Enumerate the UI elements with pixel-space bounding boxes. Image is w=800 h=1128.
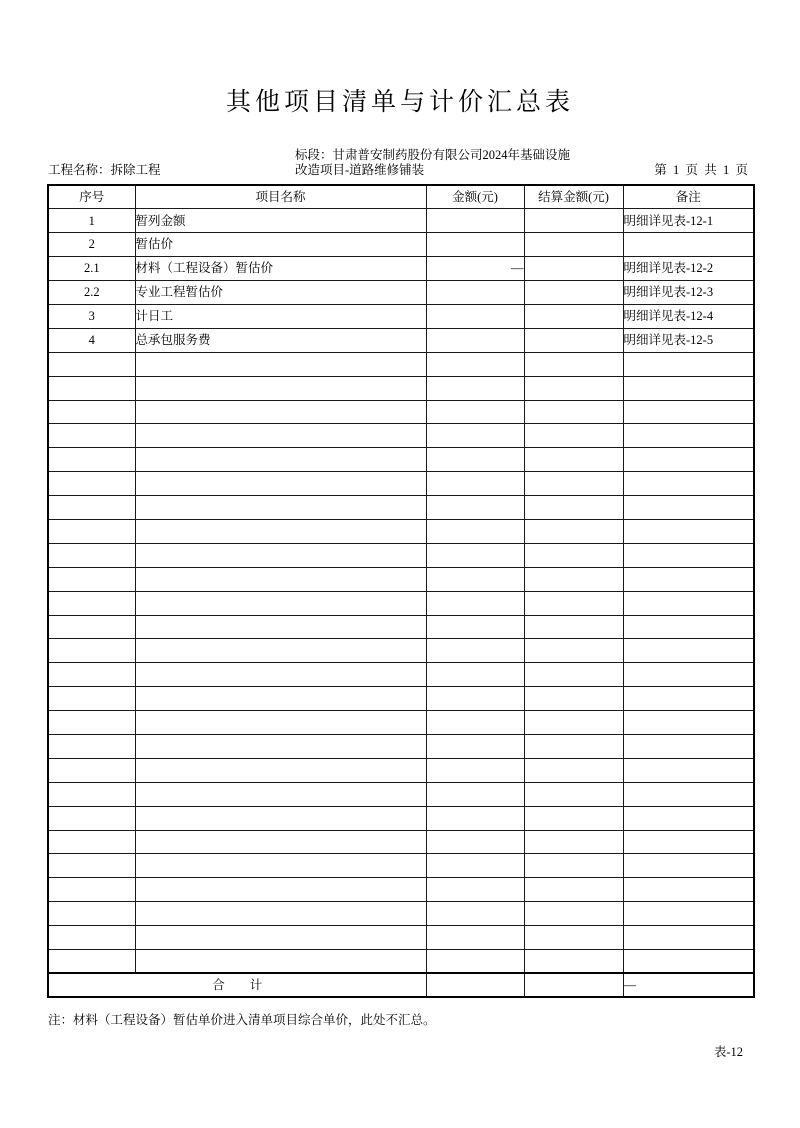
- empty-cell-no: [48, 830, 135, 854]
- empty-cell-amount: [426, 567, 524, 591]
- empty-cell-no: [48, 902, 135, 926]
- empty-cell-amount: [426, 711, 524, 735]
- footer-note: 注：材料（工程设备）暂估单价进入清单项目综合单价，此处不汇总。: [48, 1013, 436, 1027]
- empty-cell-no: [48, 472, 135, 496]
- empty-cell-amount: [426, 687, 524, 711]
- empty-cell-note: [623, 830, 754, 854]
- empty-cell-amount: [426, 448, 524, 472]
- empty-cell-note: [623, 543, 754, 567]
- summary-table-body: [48, 185, 754, 997]
- empty-cell-name: [135, 424, 426, 448]
- empty-cell-note: [623, 663, 754, 687]
- empty-cell-no: [48, 734, 135, 758]
- empty-row: [48, 663, 754, 687]
- page-number-info: 第 1 页 共 1 页: [654, 163, 748, 177]
- empty-cell-name: [135, 782, 426, 806]
- empty-cell-amount: [426, 950, 524, 974]
- empty-row: [48, 424, 754, 448]
- empty-cell-amount: [426, 758, 524, 782]
- empty-cell-settle: [524, 376, 623, 400]
- empty-cell-note: [623, 806, 754, 830]
- empty-cell-amount: [426, 830, 524, 854]
- empty-cell-name: [135, 567, 426, 591]
- empty-cell-note: [623, 567, 754, 591]
- cell-no: 2.1: [48, 257, 135, 281]
- empty-row: [48, 639, 754, 663]
- empty-row: [48, 543, 754, 567]
- empty-row: [48, 926, 754, 950]
- empty-cell-amount: [426, 352, 524, 376]
- empty-cell-amount: [426, 806, 524, 830]
- empty-cell-note: [623, 519, 754, 543]
- empty-cell-amount: [426, 591, 524, 615]
- cell-no: 2: [48, 233, 135, 257]
- empty-cell-amount: [426, 663, 524, 687]
- empty-cell-settle: [524, 758, 623, 782]
- empty-row: [48, 711, 754, 735]
- cell-note: 明细详见表-12-2: [623, 257, 754, 281]
- empty-cell-note: [623, 448, 754, 472]
- empty-cell-name: [135, 400, 426, 424]
- empty-cell-note: [623, 926, 754, 950]
- empty-cell-no: [48, 591, 135, 615]
- table-row: [48, 209, 754, 233]
- empty-cell-settle: [524, 352, 623, 376]
- summary-table: [47, 184, 755, 998]
- empty-cell-note: [623, 734, 754, 758]
- empty-cell-amount: [426, 424, 524, 448]
- project-name-label: 工程名称：拆除工程: [48, 163, 161, 177]
- column-header-3: 结算金额(元): [524, 185, 623, 209]
- empty-cell-name: [135, 472, 426, 496]
- cell-name: 计日工: [135, 304, 426, 328]
- empty-cell-no: [48, 854, 135, 878]
- page-title: 其他项目清单与计价汇总表: [225, 89, 574, 116]
- cell-settle: [524, 328, 623, 352]
- empty-cell-name: [135, 830, 426, 854]
- empty-cell-settle: [524, 567, 623, 591]
- table-row: [48, 281, 754, 305]
- empty-row: [48, 854, 754, 878]
- empty-cell-settle: [524, 472, 623, 496]
- empty-cell-no: [48, 496, 135, 520]
- cell-settle: [524, 209, 623, 233]
- empty-cell-no: [48, 519, 135, 543]
- empty-cell-amount: [426, 854, 524, 878]
- form-code: 表-12: [713, 1045, 743, 1059]
- empty-cell-name: [135, 926, 426, 950]
- empty-cell-settle: [524, 902, 623, 926]
- empty-row: [48, 376, 754, 400]
- empty-cell-settle: [524, 496, 623, 520]
- empty-cell-settle: [524, 519, 623, 543]
- empty-cell-note: [623, 472, 754, 496]
- cell-no: 4: [48, 328, 135, 352]
- empty-cell-amount: [426, 376, 524, 400]
- empty-cell-settle: [524, 806, 623, 830]
- cell-note: 明细详见表-12-4: [623, 304, 754, 328]
- empty-row: [48, 950, 754, 974]
- empty-cell-name: [135, 639, 426, 663]
- empty-cell-settle: [524, 950, 623, 974]
- cell-note: [623, 233, 754, 257]
- empty-row: [48, 519, 754, 543]
- cell-note: 明细详见表-12-3: [623, 281, 754, 305]
- cell-settle: [524, 304, 623, 328]
- empty-cell-name: [135, 758, 426, 782]
- cell-name: 总承包服务费: [135, 328, 426, 352]
- empty-cell-no: [48, 950, 135, 974]
- section-line-1: 标段：甘肃普安制药股份有限公司2024年基础设施: [295, 148, 571, 162]
- empty-row: [48, 806, 754, 830]
- empty-cell-settle: [524, 711, 623, 735]
- empty-cell-name: [135, 448, 426, 472]
- empty-cell-name: [135, 878, 426, 902]
- empty-cell-note: [623, 711, 754, 735]
- empty-cell-name: [135, 543, 426, 567]
- empty-cell-no: [48, 782, 135, 806]
- column-header-0: 序号: [48, 185, 135, 209]
- empty-row: [48, 400, 754, 424]
- empty-cell-amount: [426, 782, 524, 806]
- empty-cell-name: [135, 352, 426, 376]
- empty-cell-amount: [426, 519, 524, 543]
- empty-row: [48, 878, 754, 902]
- empty-cell-no: [48, 711, 135, 735]
- cell-settle: [524, 257, 623, 281]
- empty-cell-settle: [524, 878, 623, 902]
- empty-cell-no: [48, 687, 135, 711]
- empty-cell-note: [623, 591, 754, 615]
- empty-cell-amount: [426, 472, 524, 496]
- empty-cell-no: [48, 543, 135, 567]
- empty-cell-settle: [524, 448, 623, 472]
- cell-no: 3: [48, 304, 135, 328]
- total-cell-settle: [524, 973, 623, 997]
- section-label: [295, 148, 570, 178]
- empty-cell-no: [48, 400, 135, 424]
- empty-cell-note: [623, 496, 754, 520]
- empty-cell-note: [623, 687, 754, 711]
- empty-row: [48, 734, 754, 758]
- empty-cell-name: [135, 519, 426, 543]
- empty-cell-note: [623, 902, 754, 926]
- total-label: 合 计: [48, 973, 426, 997]
- empty-cell-settle: [524, 734, 623, 758]
- empty-row: [48, 758, 754, 782]
- column-header-2: 金额(元): [426, 185, 524, 209]
- cell-no: 2.2: [48, 281, 135, 305]
- empty-cell-settle: [524, 591, 623, 615]
- empty-row: [48, 687, 754, 711]
- empty-cell-name: [135, 734, 426, 758]
- cell-name: 暂估价: [135, 233, 426, 257]
- empty-cell-settle: [524, 663, 623, 687]
- table-row: [48, 328, 754, 352]
- total-row: [48, 973, 754, 997]
- empty-cell-no: [48, 376, 135, 400]
- empty-cell-name: [135, 615, 426, 639]
- empty-cell-note: [623, 854, 754, 878]
- empty-cell-settle: [524, 639, 623, 663]
- empty-cell-no: [48, 663, 135, 687]
- empty-cell-name: [135, 687, 426, 711]
- column-header-4: 备注: [623, 185, 754, 209]
- empty-cell-no: [48, 448, 135, 472]
- empty-cell-settle: [524, 854, 623, 878]
- empty-row: [48, 615, 754, 639]
- empty-cell-no: [48, 639, 135, 663]
- cell-amount: [426, 304, 524, 328]
- empty-row: [48, 567, 754, 591]
- empty-cell-note: [623, 758, 754, 782]
- table-row: [48, 233, 754, 257]
- cell-name: 专业工程暂估价: [135, 281, 426, 305]
- empty-cell-note: [623, 376, 754, 400]
- total-cell-note: —: [623, 973, 754, 997]
- section-line-2: 改造项目-道路维修铺装: [295, 163, 425, 177]
- empty-cell-note: [623, 878, 754, 902]
- empty-cell-no: [48, 615, 135, 639]
- empty-cell-note: [623, 782, 754, 806]
- empty-row: [48, 902, 754, 926]
- empty-cell-amount: [426, 734, 524, 758]
- cell-amount: —: [426, 257, 524, 281]
- empty-cell-name: [135, 663, 426, 687]
- empty-cell-name: [135, 376, 426, 400]
- empty-cell-settle: [524, 424, 623, 448]
- empty-row: [48, 472, 754, 496]
- column-header-1: 项目名称: [135, 185, 426, 209]
- empty-cell-name: [135, 591, 426, 615]
- empty-cell-name: [135, 902, 426, 926]
- empty-cell-no: [48, 878, 135, 902]
- empty-cell-no: [48, 424, 135, 448]
- empty-cell-note: [623, 639, 754, 663]
- empty-cell-amount: [426, 926, 524, 950]
- empty-row: [48, 830, 754, 854]
- cell-note: 明细详见表-12-5: [623, 328, 754, 352]
- total-cell-amount: [426, 973, 524, 997]
- empty-row: [48, 352, 754, 376]
- empty-cell-settle: [524, 782, 623, 806]
- cell-note: 明细详见表-12-1: [623, 209, 754, 233]
- empty-cell-note: [623, 950, 754, 974]
- empty-cell-name: [135, 854, 426, 878]
- empty-cell-no: [48, 352, 135, 376]
- empty-cell-settle: [524, 830, 623, 854]
- empty-cell-name: [135, 950, 426, 974]
- cell-name: 材料（工程设备）暂估价: [135, 257, 426, 281]
- empty-row: [48, 448, 754, 472]
- empty-cell-name: [135, 711, 426, 735]
- cell-amount: [426, 233, 524, 257]
- cell-no: 1: [48, 209, 135, 233]
- table-row: [48, 257, 754, 281]
- empty-cell-amount: [426, 902, 524, 926]
- empty-cell-note: [623, 615, 754, 639]
- empty-cell-no: [48, 926, 135, 950]
- table-row: [48, 304, 754, 328]
- empty-cell-settle: [524, 926, 623, 950]
- cell-amount: [426, 328, 524, 352]
- empty-cell-amount: [426, 878, 524, 902]
- empty-cell-name: [135, 496, 426, 520]
- empty-cell-name: [135, 806, 426, 830]
- empty-cell-amount: [426, 615, 524, 639]
- empty-cell-no: [48, 806, 135, 830]
- empty-row: [48, 496, 754, 520]
- empty-cell-amount: [426, 639, 524, 663]
- empty-cell-settle: [524, 400, 623, 424]
- empty-cell-amount: [426, 400, 524, 424]
- empty-cell-amount: [426, 496, 524, 520]
- empty-cell-note: [623, 352, 754, 376]
- empty-cell-note: [623, 400, 754, 424]
- cell-settle: [524, 281, 623, 305]
- cell-amount: [426, 281, 524, 305]
- empty-cell-amount: [426, 543, 524, 567]
- empty-cell-settle: [524, 615, 623, 639]
- cell-name: 暂列金额: [135, 209, 426, 233]
- empty-cell-no: [48, 758, 135, 782]
- empty-cell-no: [48, 567, 135, 591]
- empty-row: [48, 782, 754, 806]
- cell-settle: [524, 233, 623, 257]
- empty-cell-note: [623, 424, 754, 448]
- cell-amount: [426, 209, 524, 233]
- table-header-row: [48, 185, 754, 209]
- empty-cell-settle: [524, 543, 623, 567]
- empty-row: [48, 591, 754, 615]
- empty-cell-settle: [524, 687, 623, 711]
